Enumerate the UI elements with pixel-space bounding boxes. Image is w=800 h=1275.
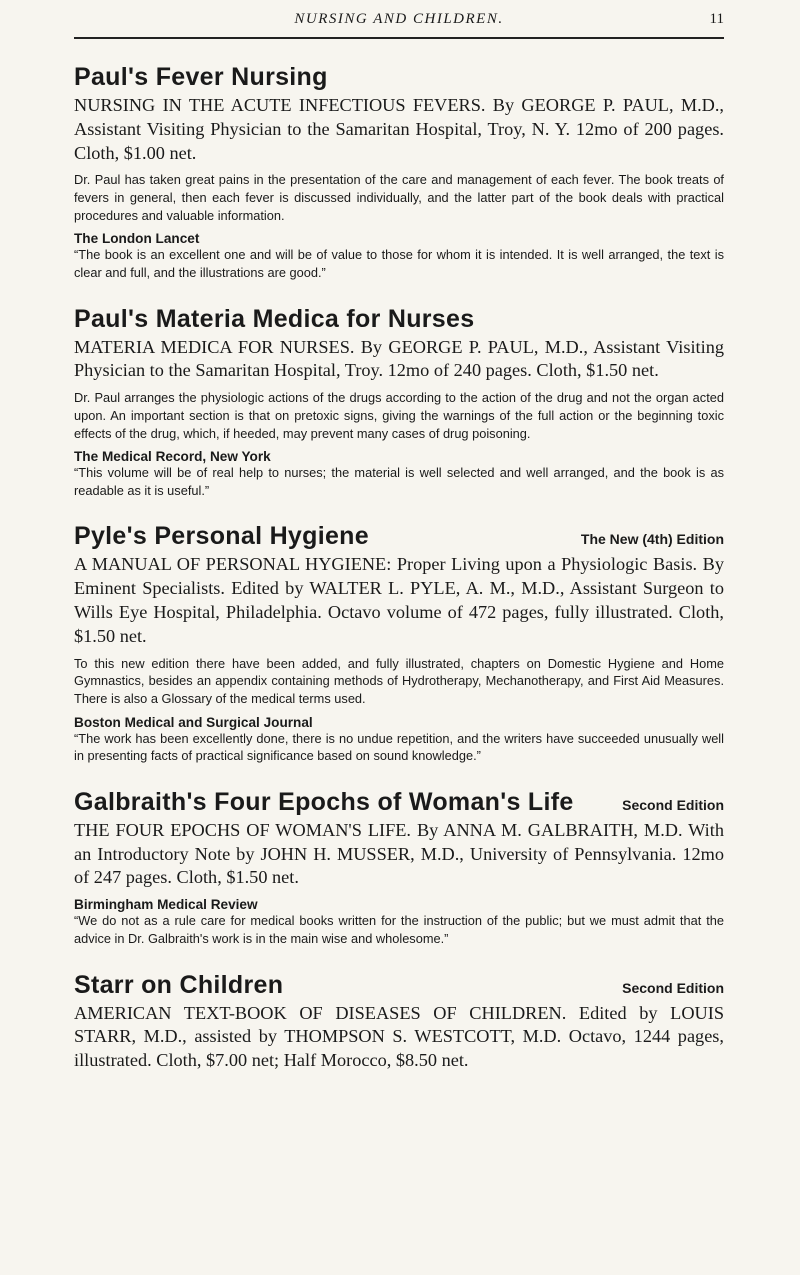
review-source: Boston Medical and Surgical Journal [74, 714, 313, 730]
review-quote: “The book is an excellent one and will be of value to those for whom it is intended. It is well arranged, the text is clear and full, and the illustrations are good.” [74, 247, 724, 280]
book-title: Paul's Materia Medica for Nurses [74, 304, 475, 333]
review-quote: “We do not as a rule care for medical books written for the instruction of the public; but we must admit that the advice in Dr. Galbraith's work is in the main wise and wholesome.” [74, 913, 724, 946]
page-number: 11 [709, 11, 724, 27]
review-quote: “This volume will be of real help to nurses; the material is well selected and well arranged, and the book is as readable as it is useful.” [74, 465, 724, 498]
review-source: The Medical Record, New York [74, 449, 271, 465]
book-bibliographic-details: A MANUAL OF PERSONAL HYGIENE: Proper Living upon a Physiologic Basis. By Eminent Specialists. Edited by WALTER L. PYLE, A. M., M.D., Assistant Surgeon to Wills Eye Hospital, Philadelphia. Octavo volume of 472 pages, fully illustrated. Cloth, $1.50 net. [74, 554, 724, 646]
book-title: Starr on Children [74, 970, 284, 999]
running-title: NURSING AND CHILDREN. [294, 11, 504, 27]
book-bibliographic-details: NURSING IN THE ACUTE INFECTIOUS FEVERS. By GEORGE P. PAUL, M.D., Assistant Visiting Physician to the Samaritan Hospital, Troy, N. Y. 12mo of 200 pages. Cloth, $1.00 net. [74, 95, 724, 163]
review-source: Birmingham Medical Review [74, 897, 258, 913]
book-bibliographic-details: THE FOUR EPOCHS OF WOMAN'S LIFE. By ANNA M. GALBRAITH, M.D. With an Introductory Note by JOHN H. MUSSER, M.D., University of Pennsylvania. 12mo of 247 pages. Cloth, $1.50 net. [74, 819, 724, 888]
book-entry-starr-children [74, 970, 724, 1073]
book-bibliographic-details: MATERIA MEDICA FOR NURSES. By GEORGE P. PAUL, M.D., Assistant Visiting Physician to the Samaritan Hospital, Troy. 12mo of 240 pages. Cloth, $1.50 net. [74, 336, 724, 381]
book-title: Galbraith's Four Epochs of Woman's Life [74, 787, 574, 816]
edition-note: Second Edition [622, 796, 724, 813]
book-entry-personal-hygiene [74, 521, 724, 764]
book-bibliographic-details: AMERICAN TEXT-BOOK OF DISEASES OF CHILDREN. Edited by LOUIS STARR, M.D., assisted by THOMPSON S. WESTCOTT, M.D. Octavo, 1244 pages, illustrated. Cloth, $7.00 net; Half Morocco, $8.50 net. [74, 1002, 724, 1071]
book-title: Pyle's Personal Hygiene [74, 522, 369, 551]
book-entry-four-epochs [74, 787, 724, 948]
edition-note: The New (4th) Edition [580, 531, 724, 548]
book-entry-fever-nursing [74, 62, 724, 282]
review-source: The London Lancet [74, 231, 200, 247]
book-entry-materia-medica [74, 304, 724, 500]
header-rule [74, 37, 724, 39]
running-head [74, 0, 724, 40]
edition-note: Second Edition [622, 979, 724, 996]
book-description: To this new edition there have been added, and fully illustrated, chapters on Domestic Hygiene and Home Gymnastics, besides an appendix containing methods of Hydrotherapy, Mechanotherapy, and First Aid Measures. There is also a Glossary of the medical terms used. [74, 655, 724, 706]
book-description: Dr. Paul arranges the physiologic actions of the drugs according to the action of the drug and not the organ acted upon. An important section is that on pretoxic signs, giving the warnings of the full action or the beginning toxic effects of the drug, which, if heeded, may prevent many cases of drug poisoning. [74, 390, 724, 441]
book-title: Paul's Fever Nursing [74, 63, 328, 91]
review-quote: “The work has been excellently done, there is no undue repetition, and the writers have succeeded unusually well in presenting facts of practical significance based on sound knowledge.” [74, 730, 724, 764]
book-description: Dr. Paul has taken great pains in the presentation of the care and management of each fever. The book treats of fevers in general, then each fever is discussed individually, and the latter part of the book deals with practical procedures and valuable information. [74, 172, 724, 223]
